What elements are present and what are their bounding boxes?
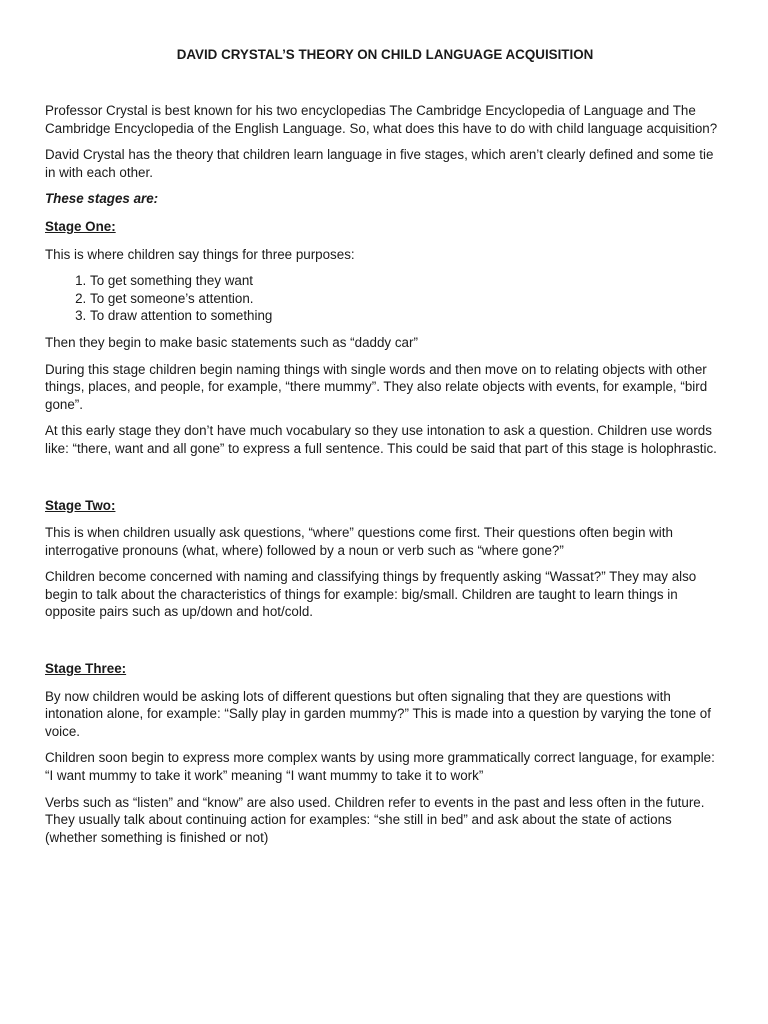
stage-three-paragraph: By now children would be asking lots of different questions but often signaling that they are questions with intonation alone, for example: “Sally play in garden mummy?” This is made into a question by varying the tone of voice. — [45, 688, 711, 739]
section-spacer — [45, 467, 725, 497]
document-body — [45, 102, 725, 855]
stage-two-paragraph: Children become concerned with naming and classifying things by frequently asking “Wassat?” They may also begin to talk about the characteristics of things for example: big/small. Children are taught to learn things in opposite pairs such as up/down and hot/cold. — [45, 569, 697, 620]
stage-one-heading: Stage One: — [45, 218, 116, 234]
stage-two-paragraph: This is when children usually ask questions, “where” questions come first. Their questions often begin with interrogative pronouns (what, where) followed by a noun or verb such as “where gone?” — [45, 525, 673, 558]
intro-paragraph: Professor Crystal is best known for his two encyclopedias The Cambridge Encyclopedia of Language and The Cambridge Encyclopedia of the English Language. So, what does this have to do with child language acquisition? — [45, 103, 718, 136]
stage-two-heading: Stage Two: — [45, 497, 116, 513]
list-item: 2. To get someone’s attention. — [90, 290, 725, 308]
stage-three-heading: Stage Three: — [45, 661, 127, 677]
stage-one-paragraph: Then they begin to make basic statements such as “daddy car” — [45, 334, 418, 350]
stage-three-paragraph: Verbs such as “listen” and “know” are also used. Children refer to events in the past and less often in the future. They usually talk about continuing action for examples: “she still in bed” and ask about the state of actions (whether something is finished or not) — [45, 794, 705, 845]
intro-paragraph: David Crystal has the theory that children learn language in five stages, which aren’t clearly defined and some tie in with each other. — [45, 147, 714, 180]
stage-three-paragraph: Children soon begin to express more complex wants by using more grammatically correct language, for example: “I want mummy to take it work” meaning “I want mummy to take it to work” — [45, 750, 715, 784]
document-title: DAVID CRYSTAL’S THEORY ON CHILD LANGUAGE ACQUISITION — [176, 47, 594, 62]
stage-one-paragraph: At this early stage they don’t have much vocabulary so they use intonation to ask a question. Children use words like: “there, want and all gone” to express a full sentence. This could be said that part of this stage is holophrastic. — [45, 423, 717, 456]
list-item: 3. To draw attention to something — [90, 307, 725, 325]
stage-one-purpose-list — [45, 272, 725, 325]
stage-one-lead: This is where children say things for three purposes: — [45, 246, 355, 262]
stage-one-paragraph: During this stage children begin naming things with single words and then move on to relating objects with other things, places, and people, for example, “there mummy”. They also relate objects with events, for example, “bird gone”. — [45, 361, 708, 412]
stages-intro: These stages are: — [45, 191, 159, 207]
section-spacer — [45, 630, 725, 660]
list-item: 1. To get something they want — [90, 272, 725, 290]
